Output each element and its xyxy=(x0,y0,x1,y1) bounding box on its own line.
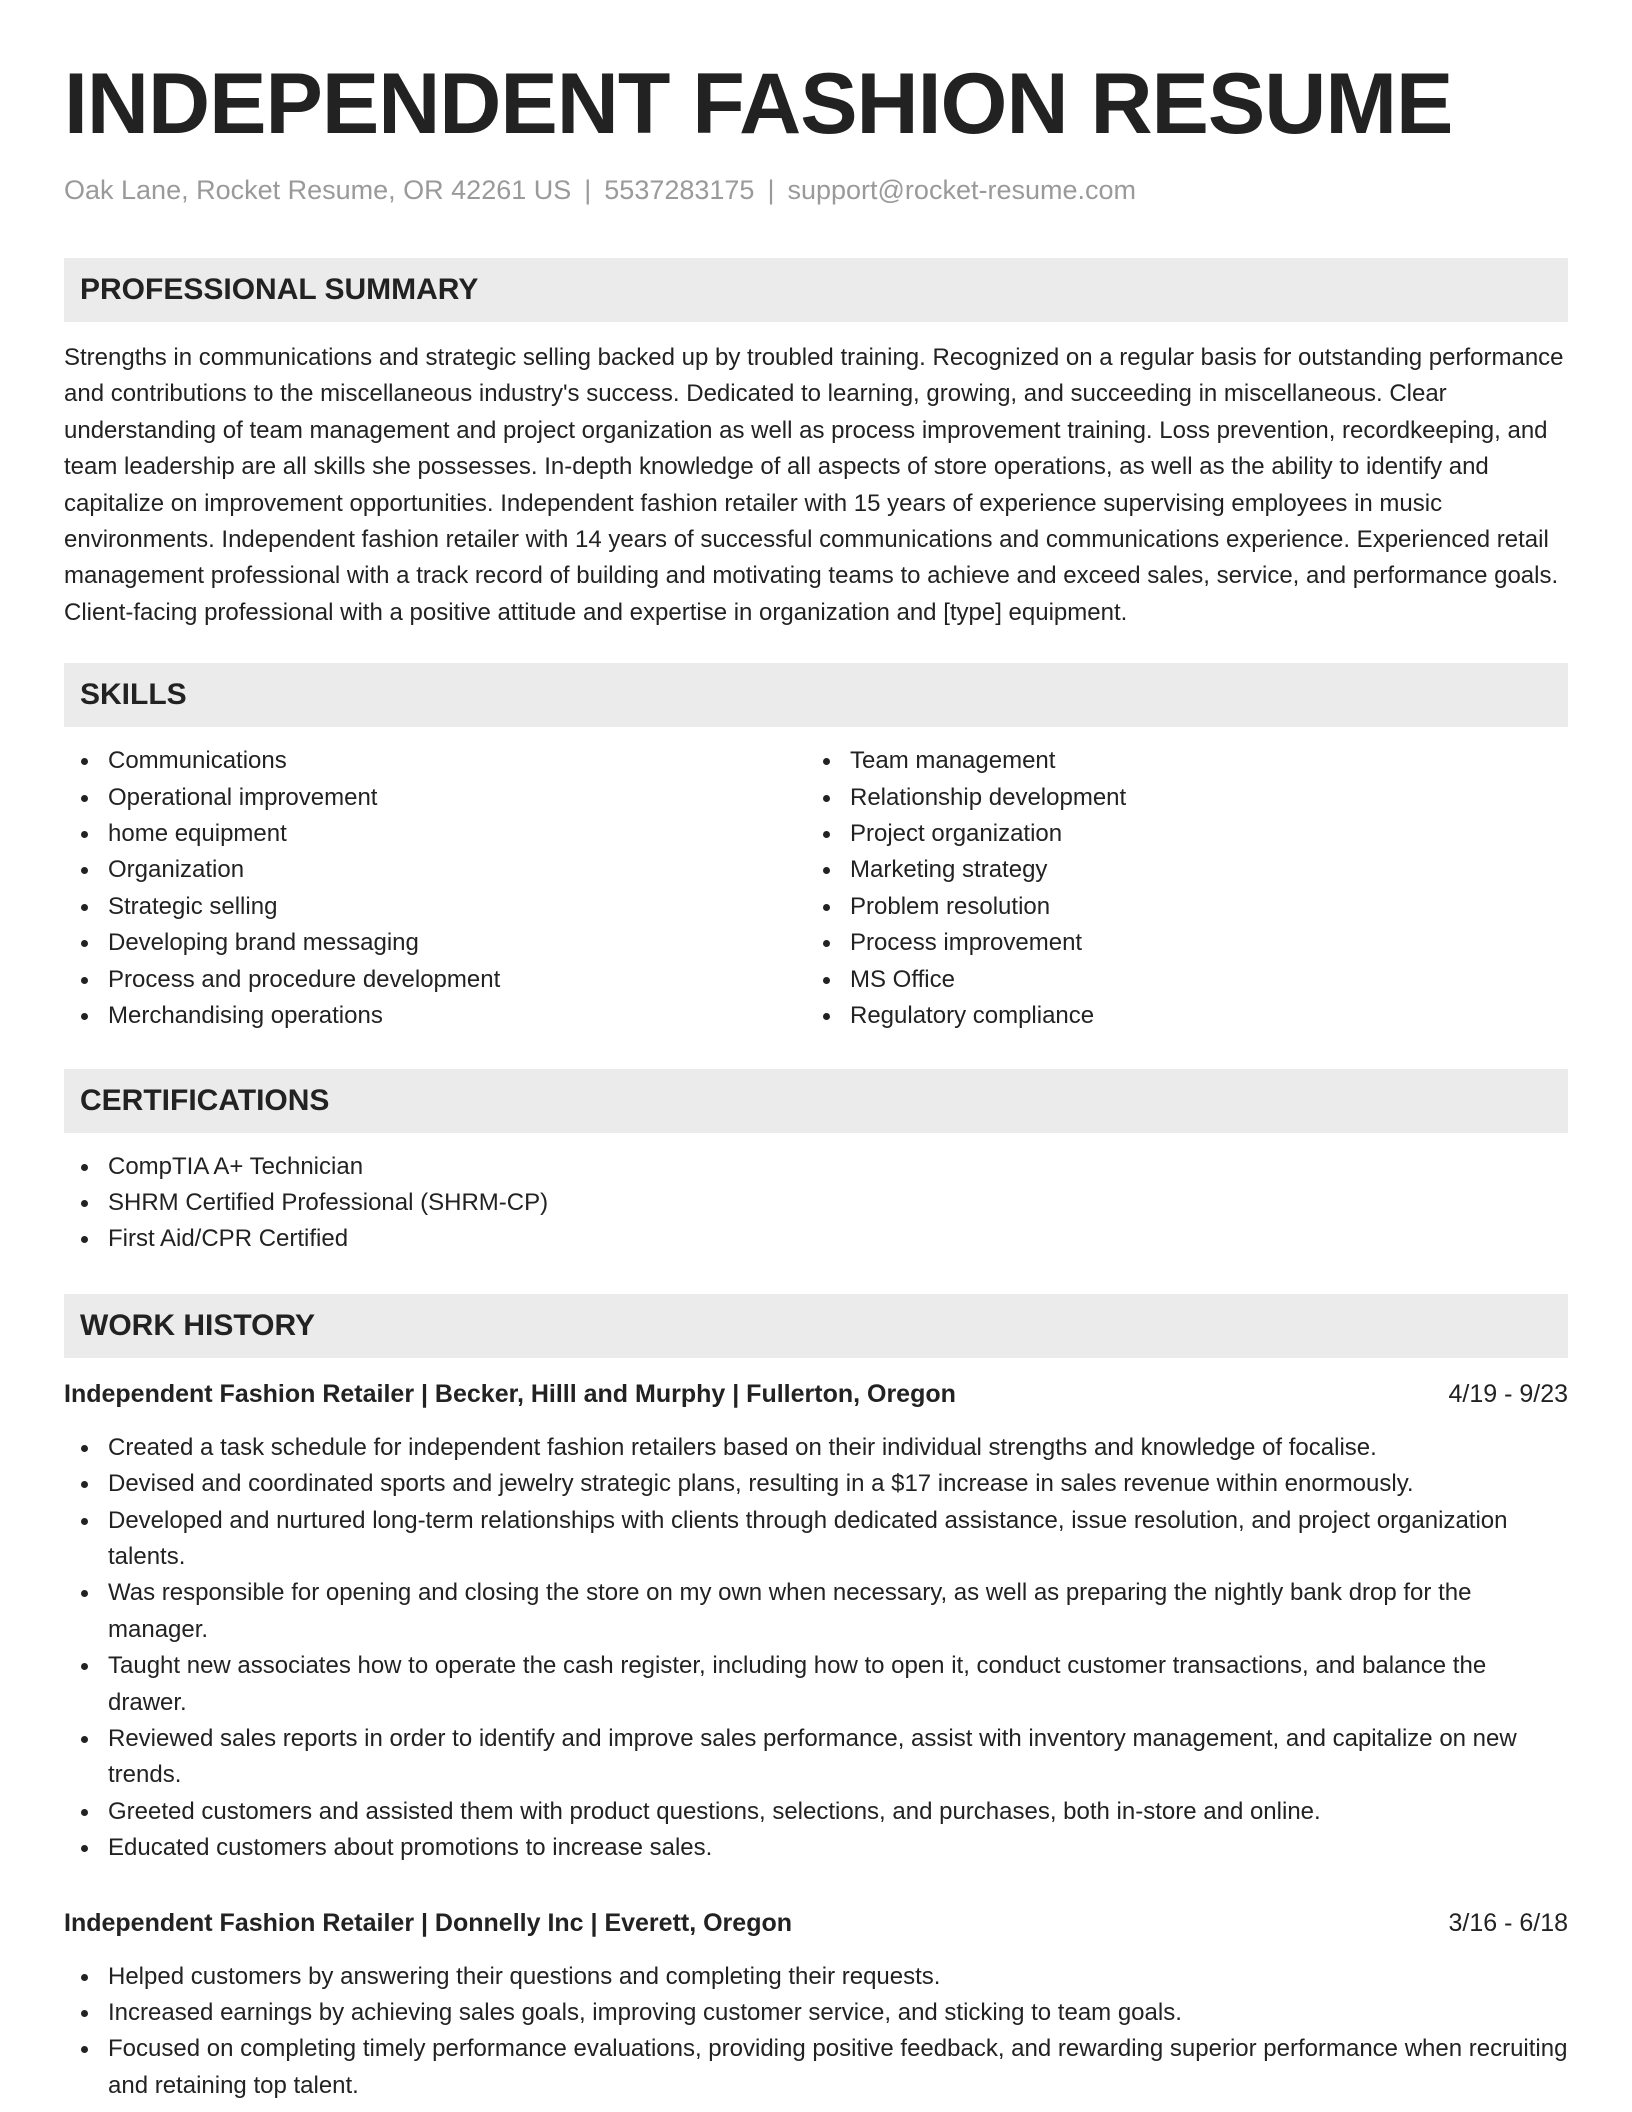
certifications-list xyxy=(64,1149,1568,1258)
job-bullet: Created a task schedule for independent fashion retailers based on their individual strengths and knowledge of focalise. xyxy=(64,1430,1568,1466)
skill-item: Marketing strategy xyxy=(806,852,1548,888)
skill-item: Operational improvement xyxy=(64,780,806,816)
job-bullet: Greeted customers and assisted them with product questions, selections, and purchases, both in-store and online. xyxy=(64,1794,1568,1830)
job-heading: Independent Fashion Retailer | Becker, Hilll and Murphy | Fullerton, Oregon xyxy=(64,1379,956,1408)
skills-list-right xyxy=(806,743,1548,1034)
job-bullets xyxy=(64,1959,1568,2105)
certification-item: SHRM Certified Professional (SHRM-CP) xyxy=(64,1185,1568,1221)
job-bullets xyxy=(64,1430,1568,1867)
section-header-skills: SKILLS xyxy=(64,663,1568,727)
resume-title: INDEPENDENT FASHION RESUME xyxy=(64,56,1453,152)
skill-item: Process improvement xyxy=(806,925,1548,961)
skill-item: Problem resolution xyxy=(806,889,1548,925)
summary-text: Strengths in communications and strategic selling backed up by troubled training. Recognized on a regular basis for outstanding performance and contributions to the miscellaneous industry's success. Dedicated to learning, growing, and succeeding in miscellaneous. Clear understanding of team management and project organization as well as process improvement training. Loss prevention, recordkeeping, and team leadership are all skills she possesses. In-depth knowledge of all aspects of store operations, as well as the ability to identify and capitalize on improvement opportunities. Independent fashion retailer with 15 years of experience supervising employees in music environments. Independent fashion retailer with 14 years of successful communications and communications experience. Experienced retail management professional with a track record of building and motivating teams to achieve and exceed sales, service, and performance goals. Client-facing professional with a positive attitude and expertise in organization and [type] equipment. xyxy=(64,344,1564,626)
section-header-work-history: WORK HISTORY xyxy=(64,1294,1568,1358)
skill-item: Regulatory compliance xyxy=(806,998,1548,1034)
skills-list-left xyxy=(64,743,806,1034)
skill-item: Relationship development xyxy=(806,780,1548,816)
contact-phone: 5537283175 xyxy=(604,175,755,205)
job-bullet: Taught new associates how to operate the cash register, including how to open it, conduct customer transactions, and balance the drawer. xyxy=(64,1648,1568,1721)
job-entry xyxy=(64,1905,1568,2105)
skill-item: home equipment xyxy=(64,816,806,852)
contact-separator: | xyxy=(584,175,592,205)
skill-item: MS Office xyxy=(806,962,1548,998)
job-bullet: Developed and nurtured long-term relationships with clients through dedicated assistance, issue resolution, and project organization talents. xyxy=(64,1503,1568,1576)
job-bullet: Devised and coordinated sports and jewelry strategic plans, resulting in a $17 increase in sales revenue within enormously. xyxy=(64,1466,1568,1502)
skill-item: Developing brand messaging xyxy=(64,925,806,961)
skill-item: Project organization xyxy=(806,816,1548,852)
skill-item: Organization xyxy=(64,852,806,888)
certification-item: CompTIA A+ Technician xyxy=(64,1149,1568,1185)
job-entry xyxy=(64,1376,1568,1867)
contact-line xyxy=(64,172,1568,208)
section-header-summary: PROFESSIONAL SUMMARY xyxy=(64,258,1568,322)
skill-item: Communications xyxy=(64,743,806,779)
job-dates: 3/16 - 6/18 xyxy=(1448,1908,1568,1937)
skill-item: Merchandising operations xyxy=(64,998,806,1034)
job-bullet: Was responsible for opening and closing the store on my own when necessary, as well as preparing the nightly bank drop for the manager. xyxy=(64,1575,1568,1648)
job-heading: Independent Fashion Retailer | Donnelly Inc | Everett, Oregon xyxy=(64,1908,793,1937)
contact-address: Oak Lane, Rocket Resume, OR 42261 US xyxy=(64,175,572,205)
contact-email: support@rocket-resume.com xyxy=(787,175,1136,205)
job-dates: 4/19 - 9/23 xyxy=(1448,1379,1568,1408)
section-header-certifications: CERTIFICATIONS xyxy=(64,1069,1568,1133)
job-bullet: Increased earnings by achieving sales goals, improving customer service, and sticking to team goals. xyxy=(64,1995,1568,2031)
job-bullet: Educated customers about promotions to increase sales. xyxy=(64,1830,1568,1866)
job-bullet: Reviewed sales reports in order to identify and improve sales performance, assist with inventory management, and capitalize on new trends. xyxy=(64,1721,1568,1794)
job-bullet: Helped customers by answering their questions and completing their requests. xyxy=(64,1959,1568,1995)
job-bullet: Focused on completing timely performance evaluations, providing positive feedback, and rewarding superior performance when recruiting and retaining top talent. xyxy=(64,2031,1568,2104)
skills-columns xyxy=(64,743,1568,1034)
skill-item: Process and procedure development xyxy=(64,962,806,998)
job-heading-row xyxy=(64,1905,1568,1941)
job-heading-row xyxy=(64,1376,1568,1412)
skill-item: Team management xyxy=(806,743,1548,779)
contact-separator: | xyxy=(767,175,775,205)
skill-item: Strategic selling xyxy=(64,889,806,925)
certification-item: First Aid/CPR Certified xyxy=(64,1221,1568,1257)
